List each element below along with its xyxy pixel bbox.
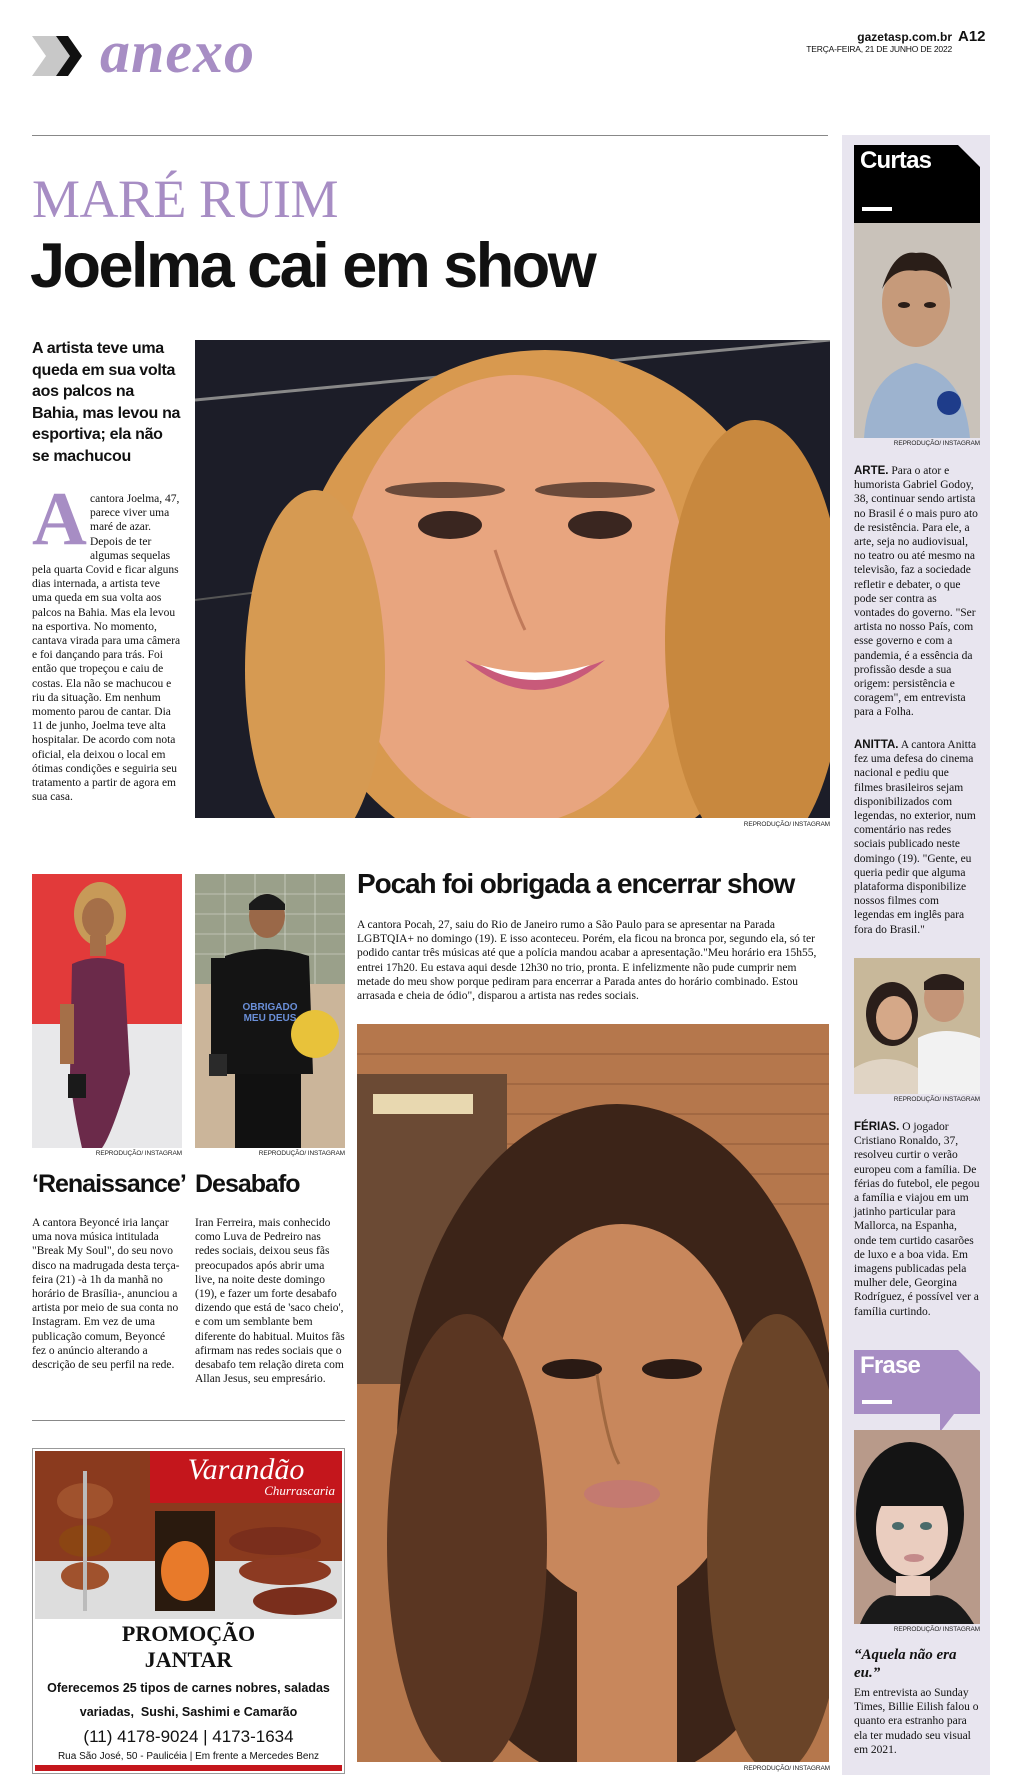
main-body (32, 492, 182, 804)
pocah-photo (357, 1024, 829, 1762)
main-body-text: cantora Joelma, 47, parece viver uma maré de azar. Depois de ter algumas sequelas pela quarta Covid e ficar alguns dias internada, a artista teve uma queda em sua volta aos palcos na Bahia. Mas ela levou na esportiva. No momento, cantava virada para uma câmera e foi dançando para trás. Foi então que tropeçou e caiu de costas. Ela não se machucou e riu da situação. Em nenhum momento parou de cantar. Dia 11 de junho, Joelma teve alta hospitalar. De acordo com nota oficial, ela deixou o local em ótimas condições e seguiria seu tratamento a partir de agora em sua casa. (32, 493, 181, 804)
frase-label (854, 1350, 980, 1432)
kicker: MARÉ RUIM (32, 169, 339, 229)
frase-quote: “Aquela não era eu.” (854, 1647, 957, 1681)
pocah-headline: Pocah foi obrigada a encerrar show (357, 868, 795, 899)
dropcap-space (32, 492, 90, 554)
ad-brand: Varandão (187, 1453, 305, 1486)
section-title: anexo (100, 19, 255, 85)
pocah-photo-credit: REPRODUÇÃO/ INSTAGRAM (743, 1765, 830, 1772)
ad-bottom-bar (35, 1765, 342, 1771)
arte-lead: ARTE. (854, 465, 889, 477)
beyonce-photo-credit: REPRODUÇÃO/ INSTAGRAM (95, 1150, 182, 1157)
ad-brand-sub: Churrascaria (264, 1483, 335, 1498)
curtas-label (854, 145, 980, 223)
arte-item (854, 464, 980, 720)
godoy-photo-credit: REPRODUÇÃO/ INSTAGRAM (893, 440, 980, 447)
ferias-item (854, 1120, 980, 1319)
ad-desc-1: Oferecemos 25 tipos de carnes nobres, saladas (47, 1681, 330, 1695)
desabafo-headline: Desabafo (195, 1170, 300, 1198)
ronaldo-photo (854, 958, 980, 1094)
section-chevron-icon (32, 32, 90, 80)
anitta-item (854, 738, 980, 937)
ad-promo-1: PROMOÇÃO (121, 1621, 256, 1646)
page-date: TERÇA-FEIRA, 21 DE JUNHO DE 2022 (806, 44, 952, 54)
pocah-body: A cantora Pocah, 27, saiu do Rio de Janeiro rumo a São Paulo para se apresentar na Parada LGBTQIA+ no domingo (19). E isso aconteceu. Porém, ela ficou na bronca por, segundo ela, só ter podido cantar três músicas até que a polícia mandou acabar a apresentação."Meu horário era 15h55, entrei 17h20. Eu estava aqui desde 12h30 no trio, pronta. E infelizmente não pude cumprir nem metade do meu show porque pediram para encerrar a Parada antes do horário combinado. Estou arrasada e cheia de ódio", disparou a artista nas redes sociais. (357, 919, 817, 1003)
header-rule (32, 135, 828, 136)
ad-box[interactable] (32, 1448, 345, 1774)
frase-title: Frase (860, 1352, 921, 1379)
joelma-photo-credit: REPRODUÇÃO/ INSTAGRAM (743, 821, 830, 828)
anitta-body: A cantora Anitta fez uma defesa do cinema nacional e pediu que filmes brasileiros sejam disponibilizados com legendas, no exterior, num comentário nas redes sociais publicado neste domingo (19). "Gente, eu queria pedir que alguma plataforma disponibilize nossos filmes com legendas em inglês para fora do Brasil." (854, 739, 977, 936)
ad-divider (32, 1420, 345, 1421)
deck: A artista teve uma queda em sua volta aos palcos na Bahia, mas levou na esportiva; ela não se machucou (32, 340, 181, 465)
ferias-body: O jogador Cristiano Ronaldo, 37, resolveu curtir o verão europeu com a família. De férias do futebol, ele pegou a família e viajou em um jatinho particular para Mallorca, na Espanha, onde tem curtido casarões de luxo e a boa vida. Em imagens publicadas pela mulher dele, Georgina Rodríguez, é possível ver a família curtindo. (854, 1121, 980, 1318)
luva-photo-credit: REPRODUÇÃO/ INSTAGRAM (258, 1150, 345, 1157)
renaissance-body: A cantora Beyoncé iria lançar uma nova música intitulada "Break My Soul", do seu novo disco na madrugada desta terça-feira (21) -à 1h da manhã no horário de Brasília-, anunciou a artista por meio de sua conta no Instagram. Em vez de uma publicação comum, Beyoncé fez o anúncio alterando a descrição de seu perfil na rede. (32, 1217, 180, 1372)
ad-desc-2: variadas, Sushi, Sashimi e Camarão (79, 1705, 298, 1719)
ad-address: Rua São José, 50 - Paulicéia | Em frente a Mercedes Benz (57, 1751, 320, 1762)
ad-promo-2: JANTAR (144, 1647, 233, 1672)
headline: Joelma cai em show (30, 231, 595, 301)
ad-photo (35, 1451, 342, 1619)
frase-body: Em entrevista ao Sunday Times, Billie Eilish falou o quanto era estranho para ela ter mudado seu visual em 2021. (854, 1687, 979, 1756)
curtas-title: Curtas (860, 147, 932, 174)
page-number: A12 (958, 28, 986, 45)
renaissance-headline: ‘Renaissance’ (32, 1170, 186, 1198)
anitta-lead: ANITTA. (854, 739, 899, 751)
dropcap: A (32, 477, 87, 561)
ad-phone[interactable]: (11) 4178-9024 | 4173-1634 (83, 1727, 294, 1746)
godoy-photo (854, 223, 980, 438)
joelma-photo (195, 340, 830, 818)
ronaldo-photo-credit: REPRODUÇÃO/ INSTAGRAM (893, 1096, 980, 1103)
desabafo-body: Iran Ferreira, mais conhecido como Luva de Pedreiro nas redes sociais, deixou seus fãs preocupados após abrir uma live, na noite deste domingo (19), e fazer um forte desabafo dizendo que está de 'saco cheio', e com um semblante bem diferente do habitual. Muitos fãs afirmam nas redes sociais que o desabafo tem relação direta com Allan Jesus, seu empresário. (195, 1217, 345, 1386)
luva-shirt-text: OBRIGADO MEU DEUS (242, 1002, 298, 1024)
ferias-lead: FÉRIAS. (854, 1121, 900, 1133)
billie-photo-credit: REPRODUÇÃO/ INSTAGRAM (893, 1626, 980, 1633)
luva-photo (195, 874, 345, 1148)
billie-photo (854, 1430, 980, 1624)
site-url: gazetasp.com.br (857, 30, 952, 44)
beyonce-photo (32, 874, 182, 1148)
arte-body: Para o ator e humorista Gabriel Godoy, 38, continuar sendo artista no Brasil é o mais puro ato de resistência. Para ele, a arte, seja no audiovisual, no teatro ou até mesmo na televisão, faz a sociedade refletir e debater, o que pode ser contra as vontades do governo. "Ser artista no nosso País, com esse governo e com a pandemia, é a essência da profissão desde a sua origem: persistência e coragem", em entrevista para a Folha. (854, 465, 978, 719)
